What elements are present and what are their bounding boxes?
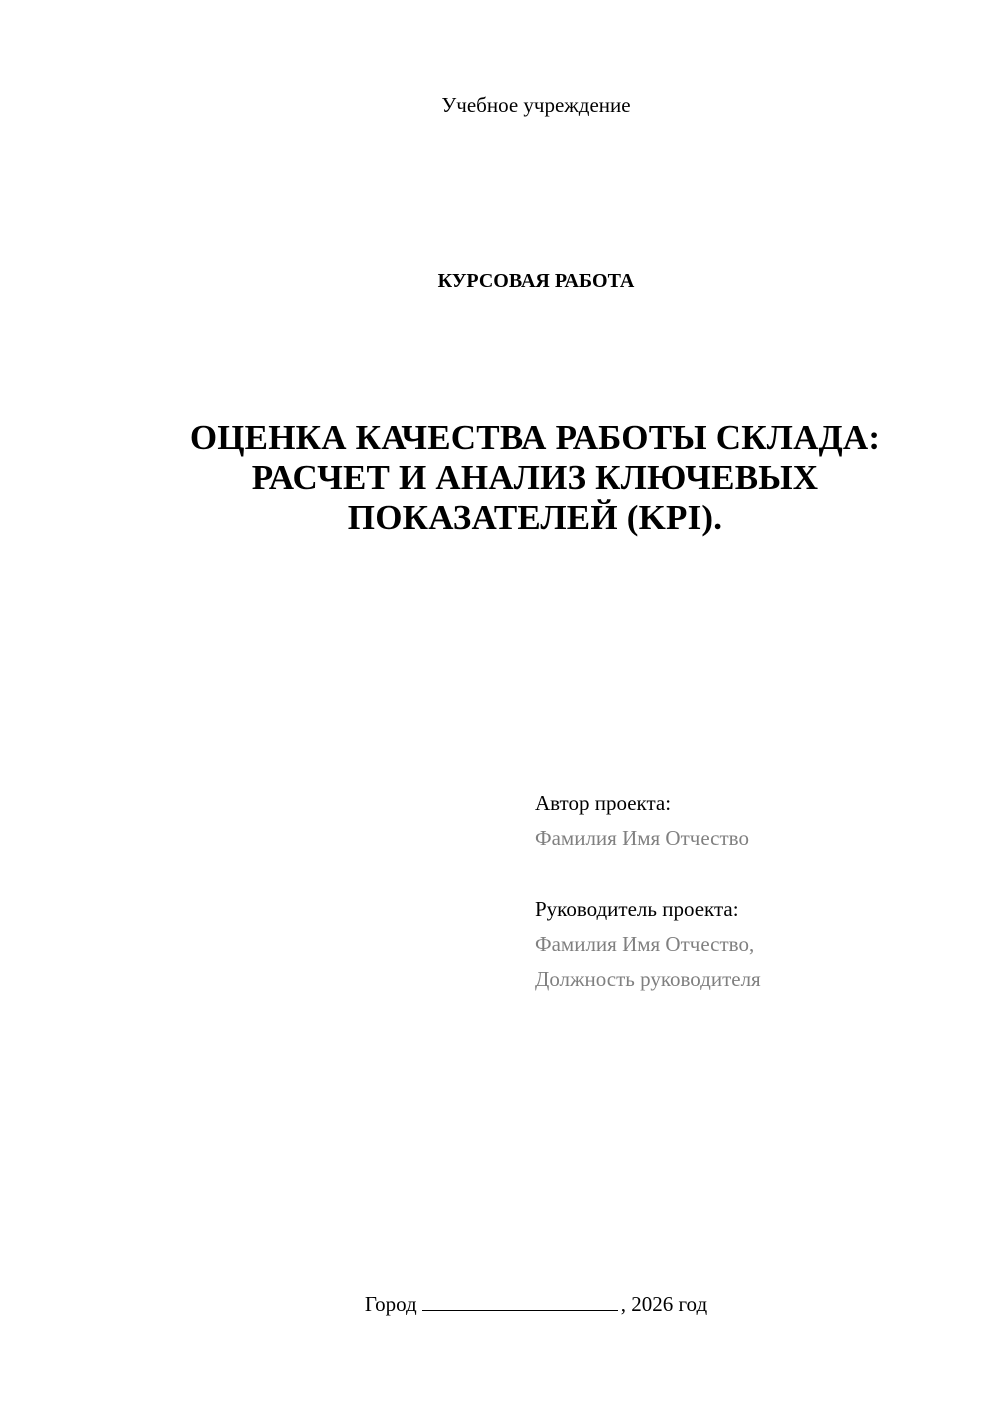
document-title: [140, 418, 930, 538]
institution-name: Учебное учреждение: [441, 93, 631, 117]
year-text: , 2026 год: [620, 1292, 708, 1316]
title-line-2: РАСЧЕТ И АНАЛИЗ КЛЮЧЕВЫХ: [251, 458, 819, 497]
supervisor-name: Фамилия Имя Отчество,: [535, 932, 755, 956]
title-line-1: ОЦЕНКА КАЧЕСТВА РАБОТЫ СКЛАДА:: [189, 418, 881, 457]
author-block: [535, 786, 955, 856]
city-blank-line: [422, 1290, 618, 1311]
supervisor-block: [535, 892, 955, 997]
author-label: Автор проекта:: [535, 791, 672, 815]
supervisor-label: Руководитель проекта:: [535, 897, 739, 921]
supervisor-position: Должность руководителя: [535, 967, 761, 991]
work-type-heading: КУРСОВАЯ РАБОТА: [437, 270, 635, 292]
city-label: Город: [364, 1292, 417, 1316]
title-line-3: ПОКАЗАТЕЛЕЙ (KPI).: [347, 498, 723, 537]
author-name: Фамилия Имя Отчество: [535, 826, 749, 850]
footer-city-year: [0, 1290, 1000, 1318]
